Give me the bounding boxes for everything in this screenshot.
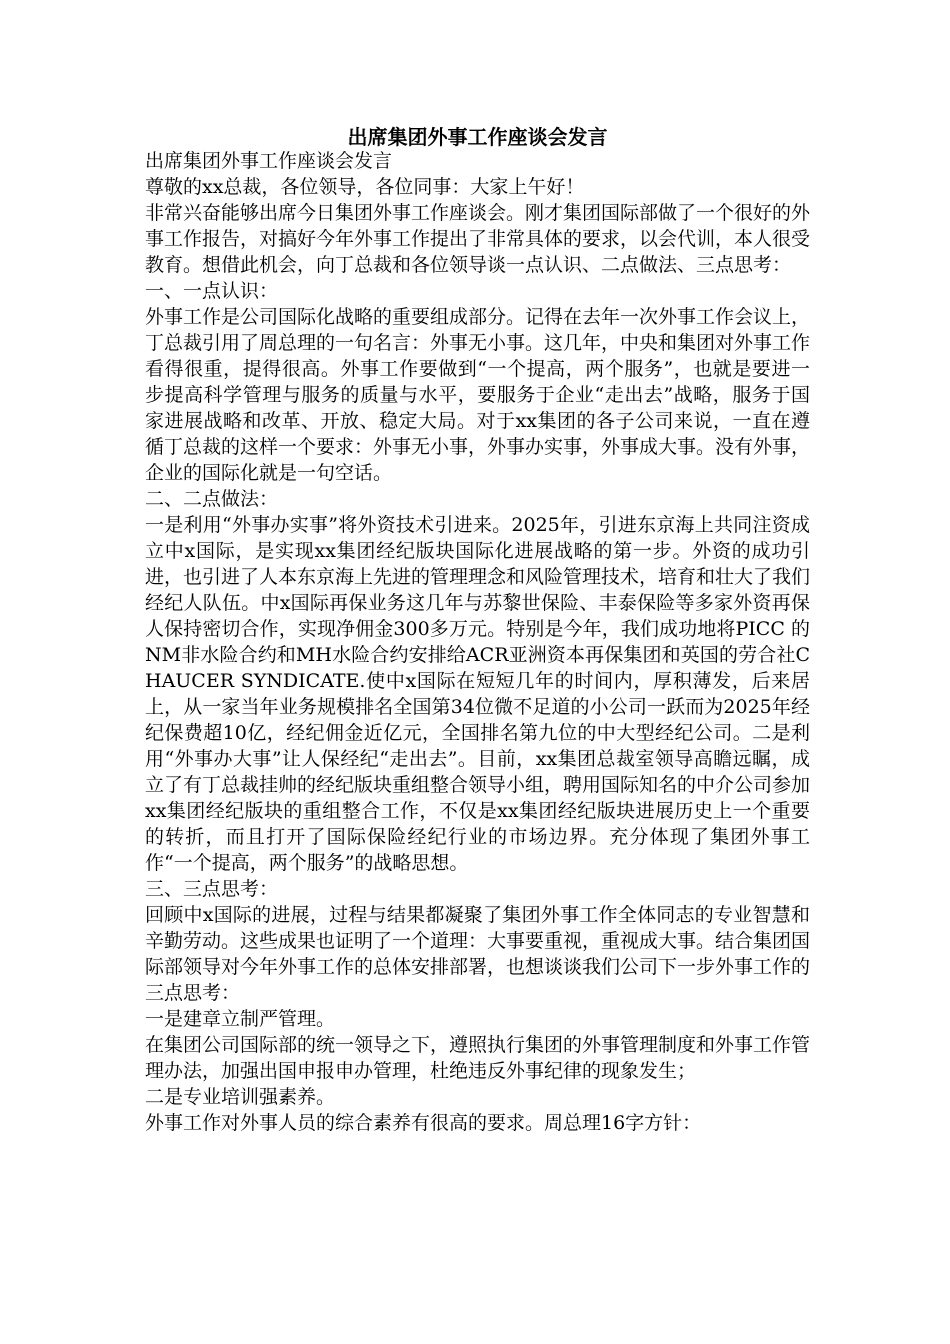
- paragraph-section-2: 一是利用“外事办实事”将外资技术引进来。2025年，引进东京海上共同注资成立中x国际，是实现xx集团经纪版块国际化进展战略的第一步。外资的成功引进，也引进了人本东京海上先进的管理理念和风险管理技术，培育和壮大了我们经纪人队伍。中x国际再保业务这几年与苏黎世保险、丰泰保险等多家外资再保人保持密切合作，实现净佣金300多万元。特别是今年，我们成功地将PICC 的NM非水险合约和MH水险合约安排给ACR亚洲资本再保集团和英国的劳合社CHAUCER SYNDICATE.使中x国际在短短几年的时间内，厚积薄发，后来居上，从一家当年业务规模排名全国第34位微不足道的小公司一跃而为2025年经纪保费超10亿，经纪佣金近亿元，全国排名第九位的中大型经纪公司。二是利用“外事办大事”让人保经纪“走出去”。目前，xx集团总裁室领导高瞻远瞩，成立了有丁总裁挂帅的经纪版块重组整合领导小组，聘用国际知名的中介公司参加xx集团经纪版块的重组整合工作，不仅是xx集团经纪版块进展历史上一个重要的转折，而且打开了国际保险经纪行业的市场边界。充分体现了集团外事工作“一个提高，两个服务”的战略思想。: [145, 514, 811, 874]
- subheading-point-2: 二是专业培训强素养。: [145, 1086, 336, 1108]
- paragraph-point-1: 在集团公司国际部的统一领导之下，遵照执行集团的外事管理制度和外事工作管理办法，加强出国申报申办管理，杜绝违反外事纪律的现象发生；: [145, 1034, 811, 1082]
- section-heading-1: 一、一点认识：: [145, 280, 279, 302]
- paragraph-greeting: 尊敬的xx总裁，各位领导，各位同事：大家上午好！: [145, 176, 585, 198]
- document-body: [145, 148, 810, 1136]
- paragraph-intro: 非常兴奋能够出席今日集团外事工作座谈会。刚才集团国际部做了一个很好的外事工作报告，对搞好今年外事工作提出了非常具体的要求，以会代训，本人很受教育。想借此机会，向丁总裁和各位领导谈一点认识、二点做法、三点思考：: [145, 202, 811, 276]
- paragraph-section-3: 回顾中x国际的进展，过程与结果都凝聚了集团外事工作全体同志的专业智慧和辛勤劳动。这些成果也证明了一个道理：大事要重视，重视成大事。结合集团国际部领导对今年外事工作的总体安排部署，也想谈谈我们公司下一步外事工作的三点思考：: [145, 904, 811, 1004]
- section-heading-2: 二、二点做法：: [145, 488, 279, 510]
- subheading-point-1: 一是建章立制严管理。: [145, 1008, 336, 1030]
- document-title: 出席集团外事工作座谈会发言: [347, 125, 608, 149]
- paragraph-section-1: 外事工作是公司国际化战略的重要组成部分。记得在去年一次外事工作会议上，丁总裁引用了周总理的一句名言：外事无小事。这几年，中央和集团对外事工作看得很重，提得很高。外事工作要做到“一个提高，两个服务”，也就是要进一步提高科学管理与服务的质量与水平，要服务于企业“走出去”战略，服务于国家进展战略和改革、开放、稳定大局。对于xx集团的各子公司来说，一直在遵循丁总裁的这样一个要求：外事无小事，外事办实事，外事成大事。没有外事，企业的国际化就是一句空话。: [145, 306, 811, 484]
- paragraph-subtitle: 出席集团外事工作座谈会发言: [145, 150, 393, 172]
- paragraph-point-2: 外事工作对外事人员的综合素养有很高的要求。周总理16字方针：: [145, 1112, 702, 1134]
- section-heading-3: 三、三点思考：: [145, 878, 279, 900]
